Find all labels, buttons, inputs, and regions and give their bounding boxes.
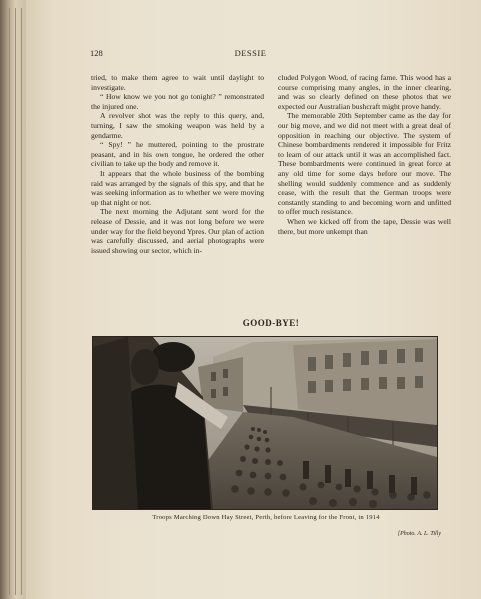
running-title: DESSIE xyxy=(234,48,267,58)
paragraph: “ How know we you not go tonight? ” remonstrated the injured one. xyxy=(91,92,264,111)
book-page-edges xyxy=(0,0,26,599)
page-number: 128 xyxy=(90,48,103,58)
paragraph: When we kicked off from the tape, Dessie was well there, but more unkempt than xyxy=(278,216,451,236)
paragraph: The memorable 20th September came as the day for our big move, and we did not meet with a great deal of opposition in reaching our objective. The system of Chinese bombardments rendered it impossible for Fritz to learn of our attack until it was an accomplished fact. These bombardments were continued in great force at any old time for some days before our move. The shelling would suddenly commence and as suddenly cease, with the result that the German troops were constantly standing to and becoming worn and unfitted to offer much resistance. xyxy=(278,111,451,217)
paragraph: tried, to make them agree to wait until daylight to investigate. xyxy=(91,73,264,92)
paragraph: It appears that the whole business of the bombing raid was arranged by the signals of this spy, and that he was seeking information as to whether we were moving up that night or not. xyxy=(91,168,264,207)
section-heading: GOOD-BYE! xyxy=(242,318,300,328)
paragraph: cluded Polygon Wood, of racing fame. This wood has a course comprising many angles, in the inner clearing, and was so clearly defined on these photos that we expected our Australian bushcraft might prove handy. xyxy=(278,73,451,111)
paragraph: A revolver shot was the reply to this query, and, turning, I saw the smoking weapon was held by a gendarme. xyxy=(91,111,264,140)
photograph-troops-marching xyxy=(92,336,438,510)
photo-credit: [Photo. A. L. Tilly xyxy=(397,531,441,537)
body-text xyxy=(91,73,451,305)
right-column xyxy=(278,73,451,305)
photo-caption: Troops Marching Down Hay Street, Perth, before Leaving for the Front, in 1914 xyxy=(152,514,380,521)
paragraph: “ Spy! ” he muttered, pointing to the prostrate peasant, and in his own tongue, he ordered the other civilian to take up the body and remove it. xyxy=(91,140,264,169)
page-header xyxy=(90,48,411,60)
left-column xyxy=(91,73,264,305)
paragraph: The next morning the Adjutant sent word for the release of Dessie, and it was not long before we were under way for the field beyond Ypres. Our plan of action was carefully discussed, and aerial photographs were issued showing our sector, which in- xyxy=(91,207,264,255)
